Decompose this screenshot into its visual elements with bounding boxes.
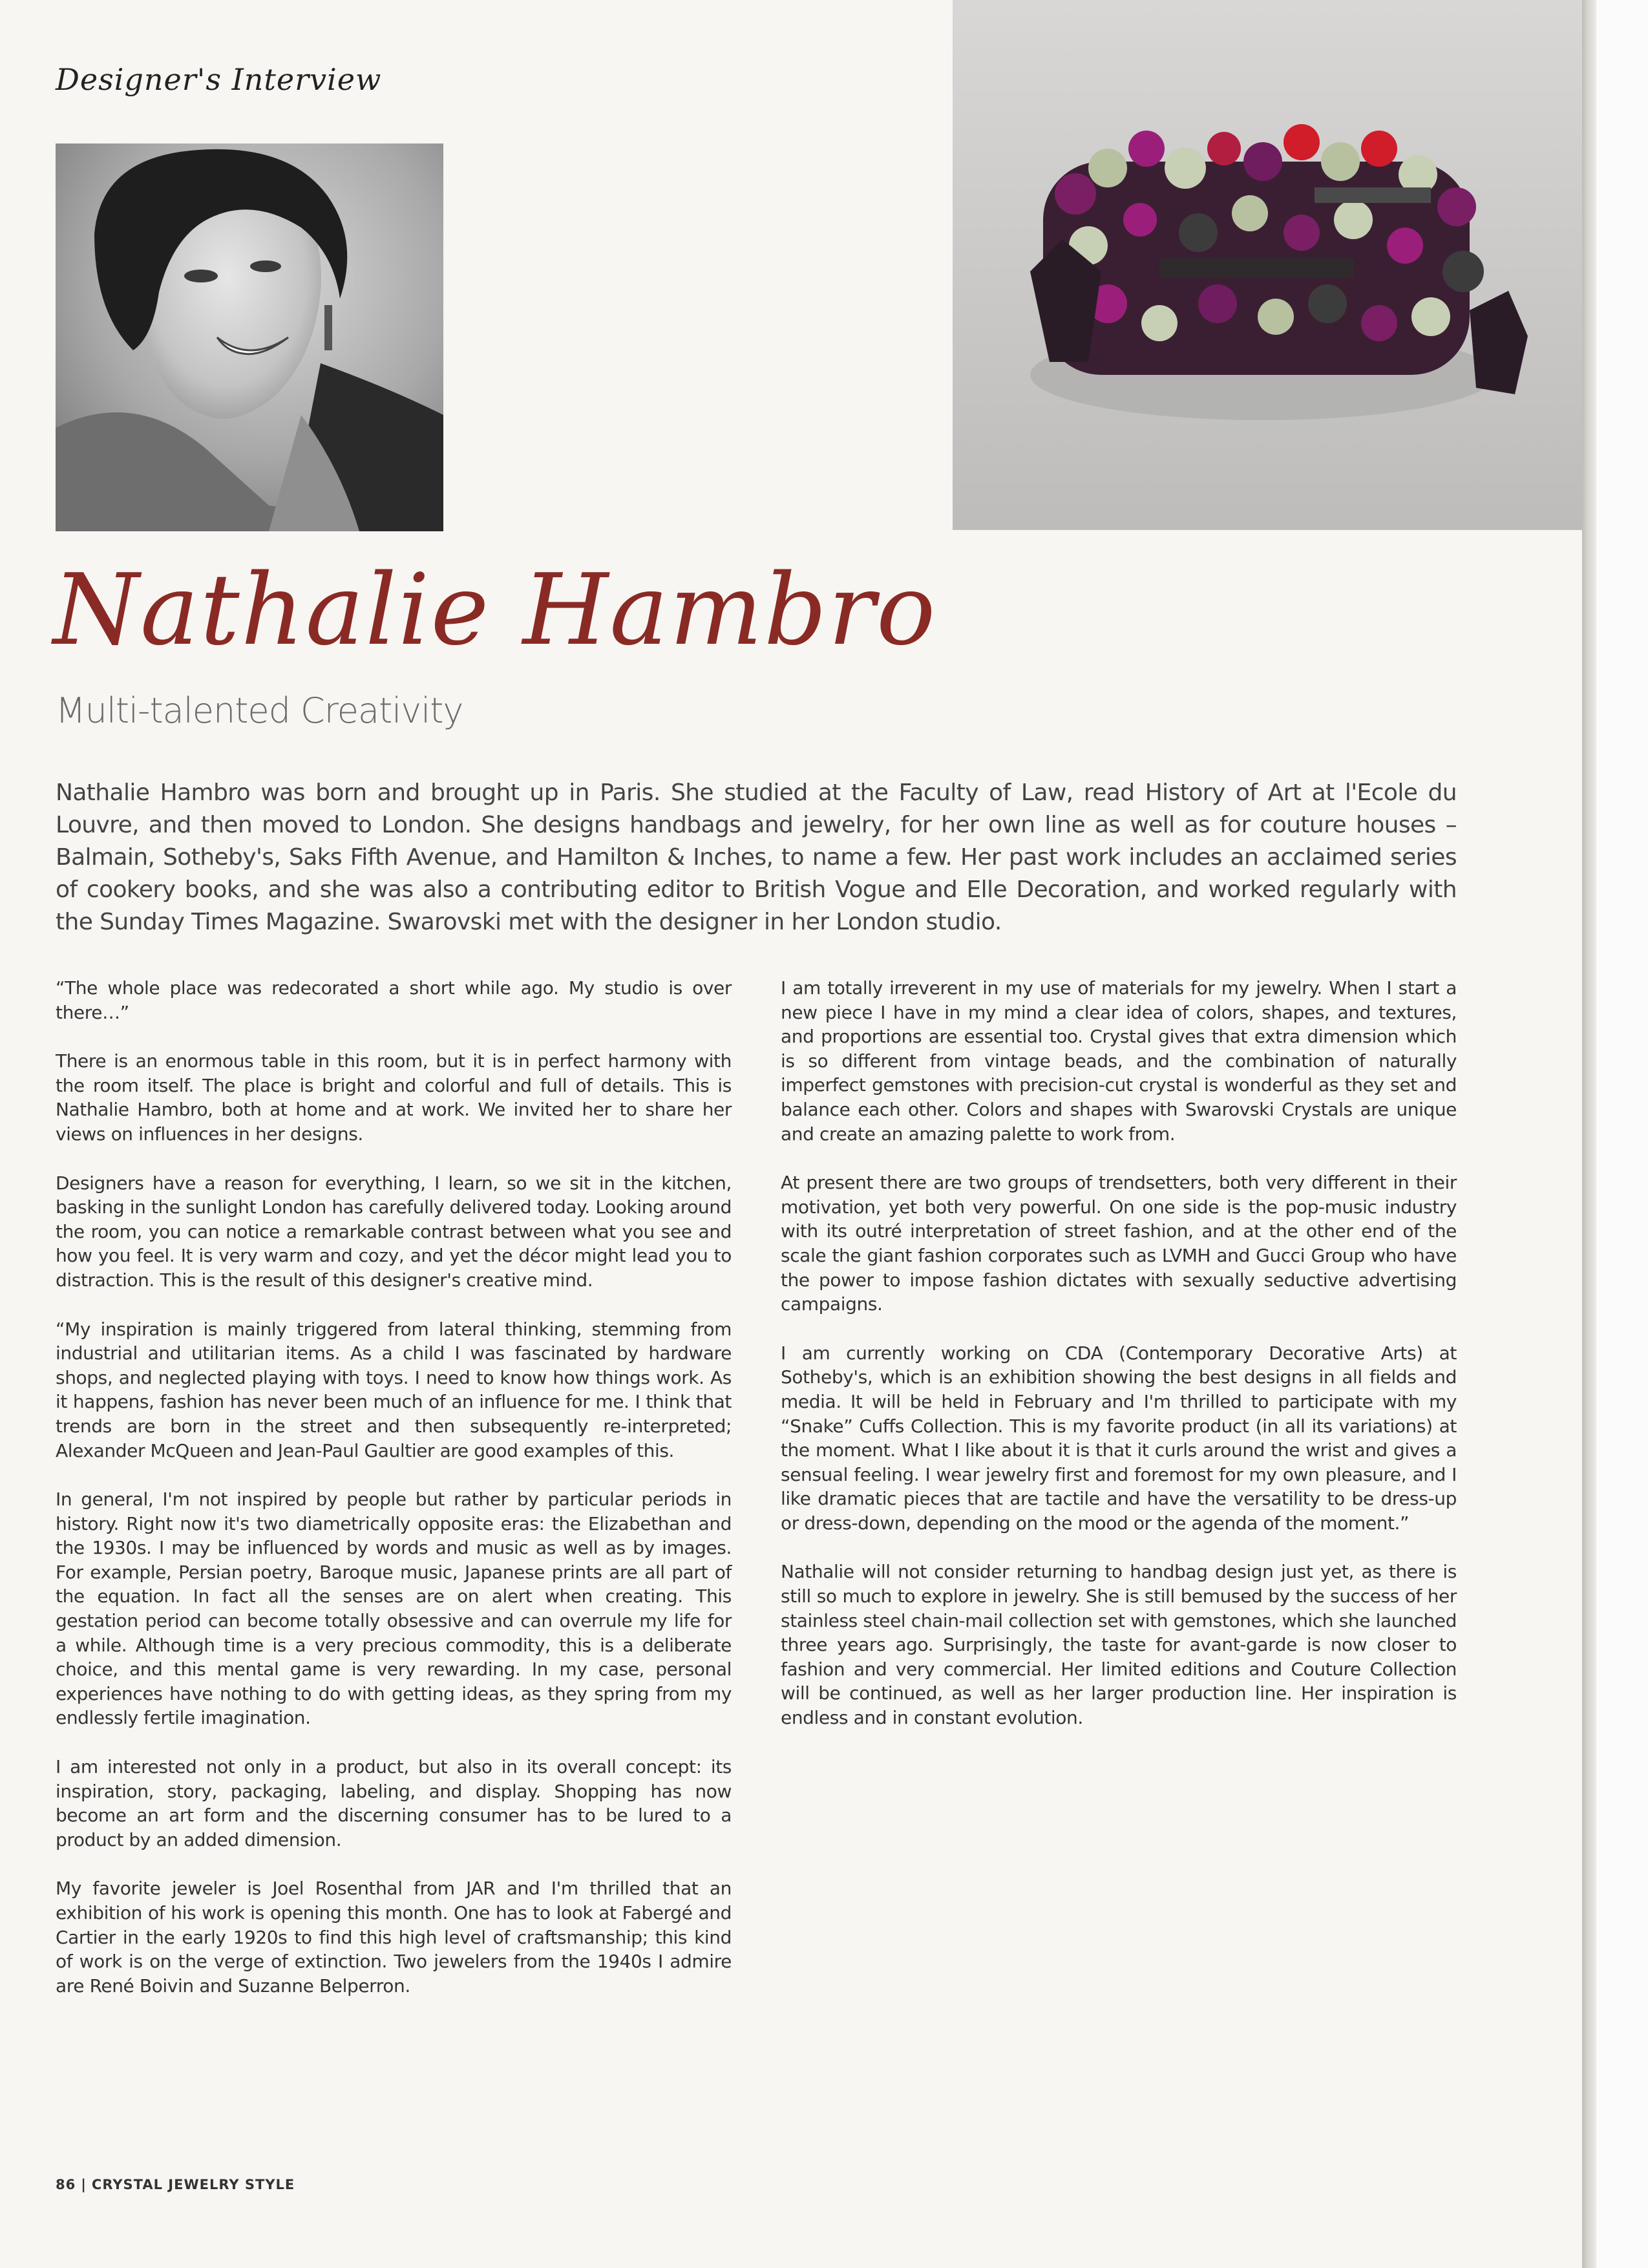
paragraph: I am totally irreverent in my use of materials for my jewelry. When I start a new piece I have in my mind a clear idea of colors, shapes, and textures, and proportions are essential too. Crystal gives that extra dimension which is so different from vintage beads, and the combination of naturally imperfect gemstones with precision-cut crystal is wonderful as they set and balance each other. Colors and shapes with Swarovski Crystals are unique and create an amazing palette to work from. xyxy=(781,977,1457,1145)
section-label: Designer's Interview xyxy=(56,62,382,97)
paragraph: There is an enormous table in this room, but it is in perfect harmony with the room itself. The place is bright and colorful and full of details. This is Nathalie Hambro, both at home and at work. We invited her to share her views on influences in her designs. xyxy=(56,1050,732,1145)
article-title: Nathalie Hambro xyxy=(53,553,937,667)
article-intro: Nathalie Hambro was born and brought up in Paris. She studied at the Faculty of Law, read History of Art at l'Ecole du Louvre, and then moved to London. She designs handbags and jewelry, for her own line as well as for couture houses – Balmain, Sotheby's, Saks Fifth Avenue, and Hamilton & Inches, to name a few. Her past work includes an acclaimed series of cookery books, and she was also a contributing editor to British Vogue and Elle Decoration, and worked regularly with the Sunday Times Magazine. Swarovski met with the designer in her London studio. xyxy=(56,779,1457,935)
crystal-cuff-photo xyxy=(953,0,1582,530)
page-number: 86 xyxy=(56,2177,76,2192)
right-column xyxy=(781,976,1457,1755)
paragraph: Nathalie will not consider returning to handbag design just yet, as there is still so much to explore in jewelry. She is still bemused by the success of her stainless steel chain-mail collection set with gemstones, which she launched three years ago. Surprisingly, the taste for avant-garde is now closer to fashion and very commercial. Her limited editions and Couture Collection will be continued, as well as her larger production line. Her inspiration is endless and in constant evolution. xyxy=(781,1561,1457,1729)
page-footer xyxy=(56,2177,295,2192)
paragraph: In general, I'm not inspired by people but rather by particular periods in history. Right now it's two diametrically opposite eras: the Elizabethan and the 1930s. I may be influenced by words and music as well as by images. For example, Persian poetry, Baroque music, Japanese prints are all part of the equation. In fact all the senses are on alert when creating. This gestation period can become totally obsessive and can overrule my life for a while. Although time is a very precious commodity, this is a deliberate choice, and this mental game is very rewarding. In my case, personal experiences have nothing to do with getting ideas, as they spring from my endlessly fertile imagination. xyxy=(56,1489,732,1729)
paragraph: Designers have a reason for everything, I learn, so we sit in the kitchen, basking in the sunlight London has carefully delivered today. Looking around the room, you can notice a remarkable contrast between what you see and how you feel. It is very warm and cozy, and yet the décor might lead you to distraction. This is the result of this designer's creative mind. xyxy=(56,1172,732,1291)
designer-portrait-photo xyxy=(56,143,443,531)
paragraph: I am currently working on CDA (Contemporary Decorative Arts) at Sotheby's, which is an exhibition showing the best designs in all fields and media. It will be held in February and I'm thrilled to participate with my “Snake” Cuffs Collection. This is my favorite product (in all its variations) at the moment. What I like about it is that it curls around the wrist and gives a sensual feeling. I wear jewelry first and foremost for my own pleasure, and I like dramatic pieces that are tactile and have the versatility to be dress-up or dress-down, depending on the mood or the agenda of the moment.” xyxy=(781,1342,1457,1534)
footer-separator: | xyxy=(81,2177,87,2192)
paragraph: “My inspiration is mainly triggered from lateral thinking, stemming from industrial and utilitarian items. As a child I was fascinated by hardware shops, and neglected playing with toys. I need to know how things work. As it happens, fashion has never been much of an influence for me. I think that trends are born in the street and then subsequently re-interpreted; Alexander McQueen and Jean-Paul Gaultier are good examples of this. xyxy=(56,1318,732,1461)
paragraph: My favorite jeweler is Joel Rosenthal from JAR and I'm thrilled that an exhibition of his work is opening this month. One has to look at Fabergé and Cartier in the early 1920s to find this high level of craftsmanship; this kind of work is on the verge of extinction. Two jewelers from the 1940s I admire are René Boivin and Suzanne Belperron. xyxy=(56,1878,732,1997)
article-subtitle: Multi-talented Creativity xyxy=(56,690,463,731)
publication-name: CRYSTAL JEWELRY STYLE xyxy=(91,2177,295,2192)
paragraph: “The whole place was redecorated a short while ago. My studio is over there…” xyxy=(56,977,732,1023)
page-edge xyxy=(1582,0,1596,2268)
left-column xyxy=(56,976,732,2022)
paragraph: At present there are two groups of trendsetters, both very different in their motivation, yet both very powerful. On one side is the pop-music industry with its outré interpretation of street fashion, and at the other end of the scale the giant fashion corporates such as LVMH and Gucci Group who have the power to impose fashion dictates with sexually seductive advertising campaigns. xyxy=(781,1172,1457,1315)
paragraph: I am interested not only in a product, but also in its overall concept: its inspiration, story, packaging, labeling, and display. Shopping has now become an art form and the discerning consumer has to be lured to a product by an added dimension. xyxy=(56,1756,732,1850)
scan-background xyxy=(1596,0,1648,2268)
